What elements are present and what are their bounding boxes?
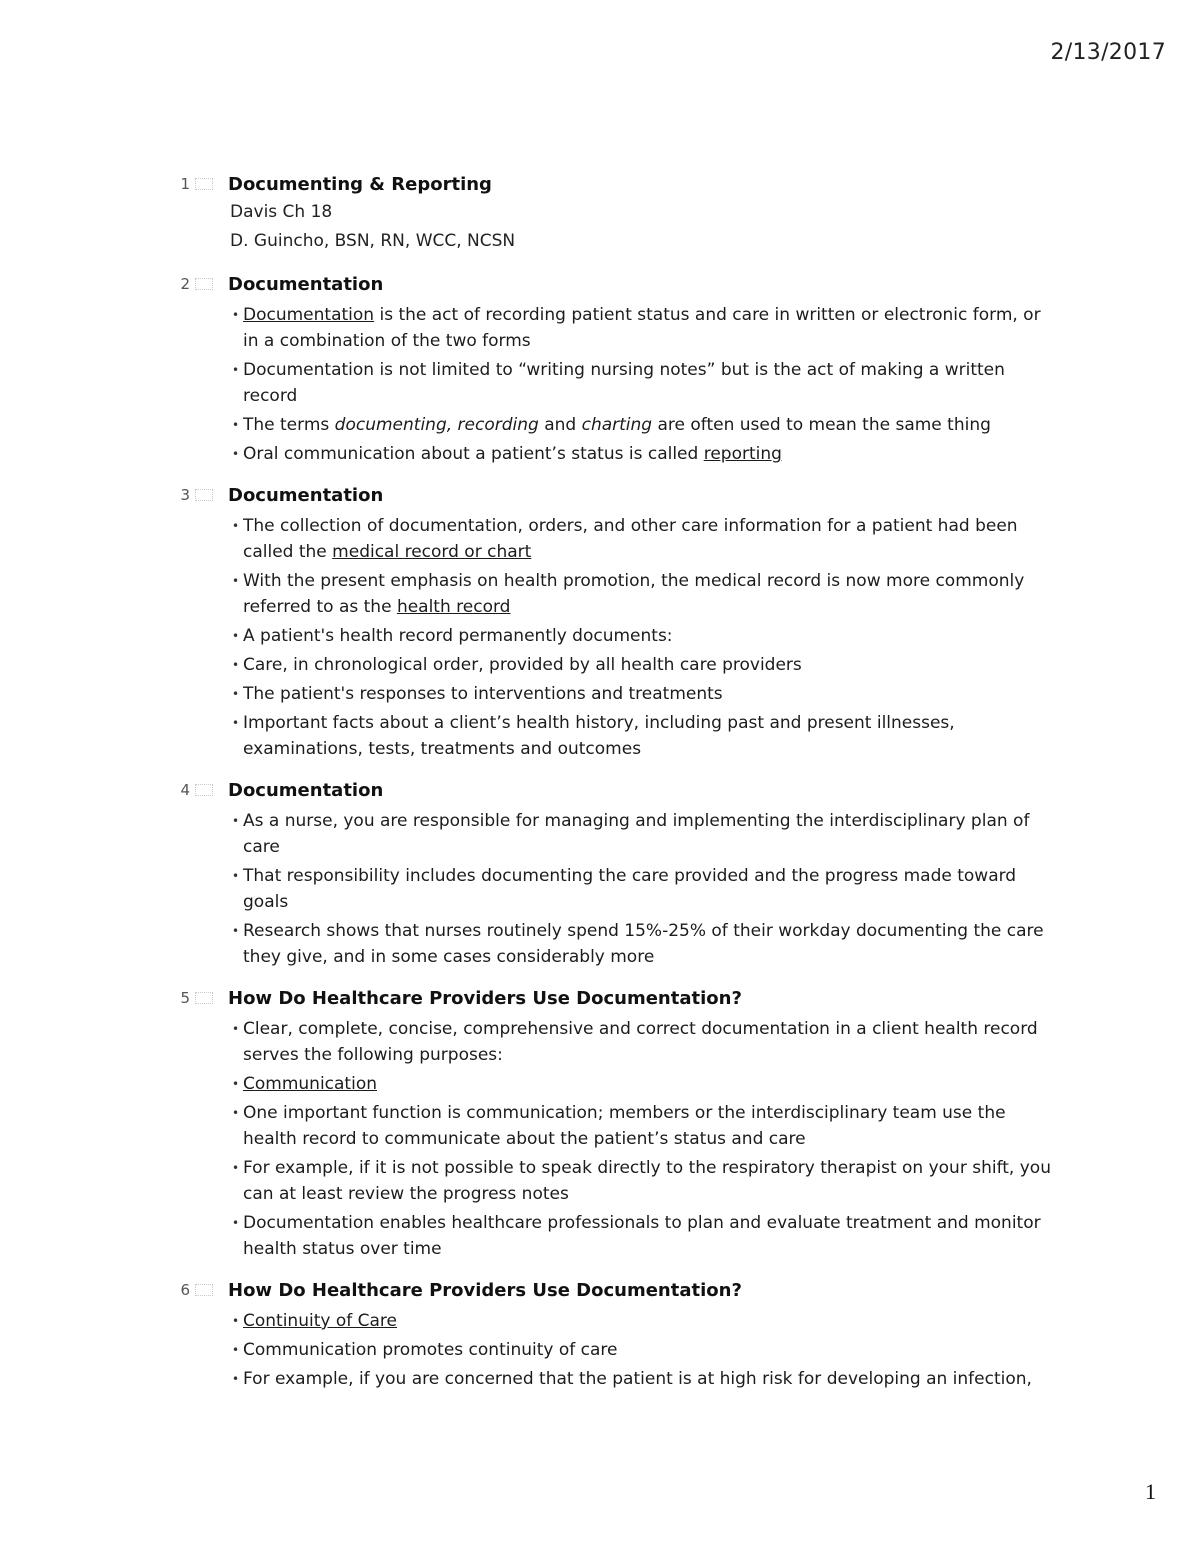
bullet-item: • Communication bbox=[232, 1071, 1054, 1097]
bullet-item: • Documentation is not limited to “writing nursing notes” but is the act of making a written record bbox=[232, 357, 1054, 409]
page-date: 2/13/2017 bbox=[1050, 40, 1166, 65]
slide-2 bbox=[174, 270, 1054, 467]
page-number: 1 bbox=[1145, 1479, 1156, 1504]
slide-thumbnail-icon bbox=[195, 992, 213, 1004]
bullet-item: • One important function is communication; members or the interdisciplinary team use the health record to communicate about the patient’s status and care bbox=[232, 1100, 1054, 1152]
slide-number: 6 bbox=[180, 1281, 190, 1299]
slide-thumbnail-icon bbox=[195, 278, 213, 290]
slide-3 bbox=[174, 481, 1054, 762]
bullet-item: • That responsibility includes documenting the care provided and the progress made toward goals bbox=[232, 863, 1054, 915]
bullet-item: • Research shows that nurses routinely spend 15%-25% of their workday documenting the care they give, and in some cases considerably more bbox=[232, 918, 1054, 970]
bullet-item: • Clear, complete, concise, comprehensive and correct documentation in a client health record serves the following purposes: bbox=[232, 1016, 1054, 1068]
slide-number: 4 bbox=[180, 781, 190, 799]
slide-5 bbox=[174, 984, 1054, 1262]
slide-4 bbox=[174, 776, 1054, 970]
slide-number: 1 bbox=[180, 175, 190, 193]
bullet-list bbox=[174, 1308, 1054, 1392]
bullet-item: • Communication promotes continuity of care bbox=[232, 1337, 1054, 1363]
bullet-list bbox=[174, 513, 1054, 762]
slide-number: 5 bbox=[180, 989, 190, 1007]
slide-title: How Do Healthcare Providers Use Documentation? bbox=[228, 1279, 742, 1301]
bullet-item: • For example, if it is not possible to speak directly to the respiratory therapist on your shift, you can at least review the progress notes bbox=[232, 1155, 1054, 1207]
bullet-list bbox=[174, 302, 1054, 467]
slide-author: D. Guincho, BSN, RN, WCC, NCSN bbox=[230, 231, 516, 251]
slide-title: How Do Healthcare Providers Use Documentation? bbox=[228, 987, 742, 1009]
bullet-item: • As a nurse, you are responsible for managing and implementing the interdisciplinary plan of care bbox=[232, 808, 1054, 860]
slide-1 bbox=[174, 170, 1054, 256]
slide-title: Documentation bbox=[228, 484, 384, 506]
slide-number: 2 bbox=[180, 275, 190, 293]
bullet-list bbox=[174, 1016, 1054, 1262]
slide-thumbnail-icon bbox=[195, 784, 213, 796]
bullet-item: • Documentation is the act of recording patient status and care in written or electronic form, or in a combination of the two forms bbox=[232, 302, 1054, 354]
bullet-item: • The terms documenting, recording and charting are often used to mean the same thing bbox=[232, 412, 1054, 438]
bullet-list bbox=[174, 808, 1054, 970]
bullet-item: • Documentation enables healthcare professionals to plan and evaluate treatment and monitor health status over time bbox=[232, 1210, 1054, 1262]
bullet-item: • Care, in chronological order, provided by all health care providers bbox=[232, 652, 1054, 678]
slide-title: Documenting & Reporting bbox=[228, 173, 492, 195]
slide-thumbnail-icon bbox=[195, 489, 213, 501]
bullet-item: • Oral communication about a patient’s status is called reporting bbox=[232, 441, 1054, 467]
bullet-item: • The collection of documentation, orders, and other care information for a patient had been called the medical record or chart bbox=[232, 513, 1054, 565]
slide-subtitle: Davis Ch 18 bbox=[230, 202, 333, 222]
slide-title: Documentation bbox=[228, 273, 384, 295]
slide-6 bbox=[174, 1276, 1054, 1392]
bullet-item: • Continuity of Care bbox=[232, 1308, 1054, 1334]
slide-number: 3 bbox=[180, 486, 190, 504]
bullet-item: • The patient's responses to interventions and treatments bbox=[232, 681, 1054, 707]
bullet-item: • Important facts about a client’s health history, including past and present illnesses, examinations, tests, treatments and outcomes bbox=[232, 710, 1054, 762]
slide-title: Documentation bbox=[228, 779, 384, 801]
bullet-item: • With the present emphasis on health promotion, the medical record is now more commonly referred to as the health record bbox=[232, 568, 1054, 620]
bullet-item: • For example, if you are concerned that the patient is at high risk for developing an infection, bbox=[232, 1366, 1054, 1392]
bullet-item: • A patient's health record permanently documents: bbox=[232, 623, 1054, 649]
slide-outline bbox=[174, 170, 1054, 1406]
slide-thumbnail-icon bbox=[195, 178, 213, 190]
slide-thumbnail-icon bbox=[195, 1284, 213, 1296]
